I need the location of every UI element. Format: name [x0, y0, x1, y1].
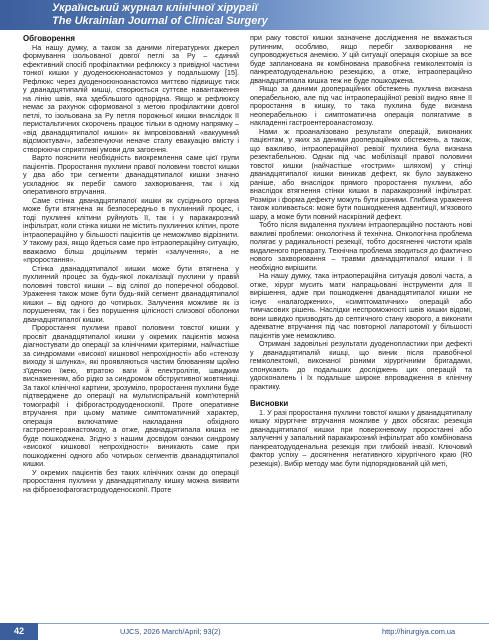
left-text-column — [23, 34, 239, 600]
paragraph: Отримані задовільні результати дуоденопластики при дефекті у дванадцятипалій кишці, що виник після правобічної геміколектомії, виконаної різними хірургічними бригадами, спонукають до подальших досліджень цих операцій та удосконалень і їх подальше широке впровадження в клінічну практику. — [250, 339, 472, 391]
paragraph: Проростання пухлини правої половини товстої кишки у просвіт дванадцятипалої кишки у окремих пацієнтів можна діагностувати до операції за клінічними критеріями, найчастіше за синдромами «високої кишкової непрохідності» або «стенозу виходу зі шлунка», які проявляються частим блюванням щойно з'їденою їжею, втратою ваги й електролітів, швидким виснаженням, або рідко за синдромом обструктивної жовтяниці. За такої клінічної картини, зрозуміло, проростання пухлини буде підтверджене до операції на мультиспіральній комп'ютерній томографії і фіброгастродуоденоскопії. Проте оперативне втручання при цьому матиме симптоматичний характер, операція включатиме накладання обхідного гастроентероанастомозу, а отже, дванадцятипала кишка не буде пошкоджена. Згідно з нашим досвідом ознаки синдрому «високої кишкової непрохідності» виникають саме при пошкодженні одного або чотирьох сегментів дванадцятипалої кишки. — [23, 323, 239, 468]
paragraph: Якщо за даними доопераційних обстежень пухлина визнана операбельною, але під час інтраопераційної ревізії видно явне її проростання в кишку, то така пухлина буде визнана неоперабельною і симптоматична операція полягатиме в накладенні гастроентероанастомозу. — [250, 84, 472, 127]
right-text-column — [250, 34, 472, 600]
paragraph: У окремих пацієнтів без таких клінічних ознак до операції проростання пухлини у дванадцятипалу кишку можна виявити на фіброезофагогастродуоденоскопії. Проте — [23, 467, 239, 494]
journal-title-en: The Ukrainian Journal of Clinical Surgery — [52, 15, 268, 27]
paragraph: Нами ж проаналізовано результати операцій, виконаних пацієнтам, у яких за даними доопераційних обстежень, а також, що важливо, інтраопераційної ревізії пухлина була визнана резектабельною. Однак під час мобілізації правої половини товстої кишки (найчастіше «гострим» шляхом) у стінці дванадцятипалої кишки виникав дефект, як було зауважено раніше, або внаслідок прямого проростання пухлини, або внаслідок втягнення стінки кишки в паракакрозний інфільтрат. Розміри і форма дефекту можуть бути різними. Глибина ураження також коливається: може бути пошкодження адвентиції, м'язового шару, а може бути повний наскрізний дефект. — [250, 126, 472, 221]
section-heading-conclusions: Висновки — [250, 399, 289, 408]
paragraph: Варто пояснити необхідність виокремлення саме цієї групи пацієнтів. Проростання пухлини правої половини товстої кишки у два або три сегменти дванадцятипалої кишки значно ускладнює як перебіг самого захворювання, так і хід оперативного втручання. — [23, 153, 239, 196]
conclusion-item: 1. У разі проростання пухлини товстої кишки у дванадцятипалу кишку хірургічне втручання можливе у двох обсягах: резекція дванадцятипалої кишки при поверхневому проростанні або залученні у запальний паракакрозний інфільтрат або комбінована панкреатодуоденальна резекція при глибокій інвазії. Ключовий фактор успіху – досягнення негативного хірургічного краю (R0 резекція). Вибір методу має бути підпорядкований цій меті, — [250, 407, 472, 468]
journal-url: http://hirurgiya.com.ua — [382, 627, 456, 636]
section-heading-discussion: Обговорення — [23, 34, 75, 43]
page-number: 42 — [0, 623, 38, 640]
footer-divider — [38, 623, 489, 624]
paragraph: Стінка дванадцятипалої кишки може бути втягнена у пухлинний процес за будь-якої локалізації пухлини у правій половині товстої кишки – від сліпої до поперечної ободової. Ураження також може бути будь-якій сегмент дванадцятипалої кишки – від одного до чотирьох. Залучення можливе як із порушенням, так і без порушення цілісності слизової оболонки дванадцятипалої кишки. — [23, 263, 239, 324]
paragraph: Саме стінка дванадцятипалої кишки як сусіднього органа може бути втягнена як безпосередньо в пухлинний процес, і тоді пухлинні клітини руйнують її, так і у паракакрозний інфільтрат, коли стінка кишки не містить пухлинних клітин, проте інтраопераційно у більшості пацієнтів це неможливо відрізнити. У такому разі, якщо йдеться саме про інтраопераційну ситуацію, вважаємо більш доцільним термін «залучення», а не «проростання». — [23, 195, 239, 264]
journal-header — [0, 0, 489, 30]
journal-citation: UJCS, 2026 March/April; 93(2) — [120, 627, 221, 636]
journal-title-ua: Український журнал клінічної хірургії — [52, 2, 258, 14]
paragraph-continued: при раку товстої кишки зазначене дослідження не вважається рутинним, особливо, якщо перебіг захворювання не супроводжується анемією. У цій ситуації операція скоріше за все буде запланована як комбінована правобічна геміколектомія із панкреатодуоденальною резекцією, а отже, інтраопераційно дванадцятипала кишка теж не буде пошкоджена. — [250, 34, 472, 85]
paragraph: На нашу думку, така інтраопераційна ситуація доволі часта, а отже, хірург мусить мати напрацьовані інструменти для її вирішення, адже при пошкодженні дванадцятипалої кишки не існує «налагоджених», «симптоматичних» операцій або тимчасових рішень. Наслідки неспроможності швів кишки відомі, вони швидко призводять до септичного стану хворого, а виконати адекватне втручання під час повторної лапаротомії у більшості пацієнтів уже неможливо. — [250, 271, 472, 340]
paragraph: Тобто після видалення пухлини інтраопераційно постають нові важливі проблеми: онкологічна й технічна. Онкологічна проблема полягає у радикальності резекції, тобто досягненні чистоти країв видаленого препарату. Технічна проблема зводиться до фактично нового захворювання – травми дванадцятипалої кишки і її необхідно вирішити. — [250, 220, 472, 272]
paragraph: На нашу думку, а також за даними літературних джерел формування ізольованої довгої петлі за Ру – єдиний ефективний спосіб профілактики рефлюксу з привідної частини тонкої кишки у дуоденоєюноанастомоз у подальшому [15]. Рефлюкс через дуоденоєюноанастомоз миттєво підвищує тиск у дванадцятипалій кишці, створюється суттєве навантаження на лінію швів, яка здебільшого однорідна. Якщо ж рефлюксу немає за рахунок сформованої з метою профілактики довгої петлі, то ізольована за Ру петля порожньої кишки внаслідок її перистальтичних скорочень працює тільки в одному напрямку – «від дванадцятипалої кишки» як імпровізований «вакуумний відсмоктувач», забезпечуючи неначе сталу евакуацію вмісту і створюючи сприятливі умови для загоєння. — [23, 42, 239, 154]
